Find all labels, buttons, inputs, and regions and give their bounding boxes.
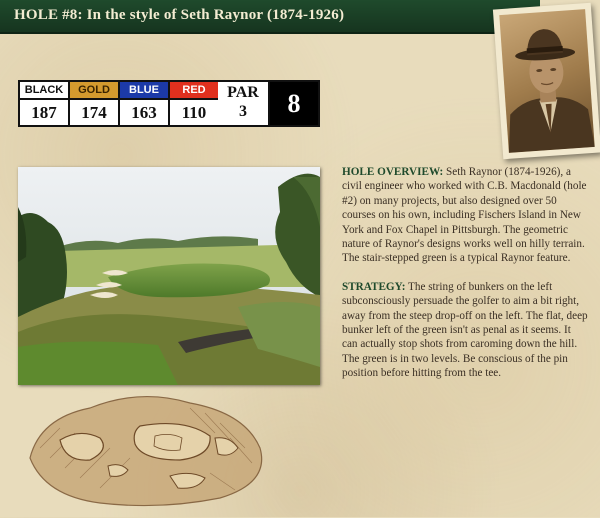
tee-label-black: BLACK: [20, 82, 68, 98]
course-photo-illustration: [18, 167, 320, 385]
designer-portrait: [493, 3, 600, 159]
tee-red: [170, 82, 218, 125]
portrait-photo: [499, 9, 594, 153]
tee-label-gold: GOLD: [70, 82, 118, 98]
hole-8-photo: [18, 167, 320, 385]
green-sketch-drawing: [20, 378, 270, 513]
header-bar: [0, 0, 540, 34]
tee-yards-gold: 174: [70, 100, 118, 125]
tee-yards-blue: 163: [120, 100, 168, 125]
tee-blue: [120, 82, 168, 125]
strategy-label: STRATEGY:: [342, 280, 406, 293]
tee-yards-red: 110: [170, 100, 218, 125]
par-label: PAR: [227, 84, 259, 101]
scorecard: [18, 80, 320, 127]
page-title: HOLE #8: In the style of Seth Raynor (1874-1926): [14, 7, 345, 23]
tee-gold: [70, 82, 118, 125]
tee-label-blue: BLUE: [120, 82, 168, 98]
hole-description: [342, 165, 588, 395]
tee-yards-black: 187: [20, 100, 68, 125]
strategy-paragraph: [342, 280, 588, 381]
overview-paragraph: [342, 165, 588, 266]
hole-number: 8: [270, 82, 318, 125]
strategy-text: The string of bunkers on the left subconsciously persuade the golfer to aim a bit right, away from the steep drop-off on the left. The flat, deep bunker left of the green isn't as penal as it seems. It can actually stop shots from caroming down the hill. The green is in two levels. Be conscious of the pin position before hitting from the tee.: [342, 280, 588, 380]
par-box: [218, 82, 268, 125]
portrait-figure: [499, 9, 594, 153]
green-sketch: [20, 378, 270, 513]
tee-black: [20, 82, 68, 125]
par-value: 3: [239, 103, 247, 120]
overview-label: HOLE OVERVIEW:: [342, 166, 444, 178]
overview-text: Seth Raynor (1874-1926), a civil engineer who worked with C.B. Macdonald (hole #2) on many projects, but also designed over 50 courses on his own, including Fischers Island in New York and Fox Chapel in Pittsburgh. The geometric nature of Raynor's designs works well on hilly terrain. The stair-stepped green is a typical Raynor feature.: [342, 166, 587, 265]
tee-label-red: RED: [170, 82, 218, 98]
